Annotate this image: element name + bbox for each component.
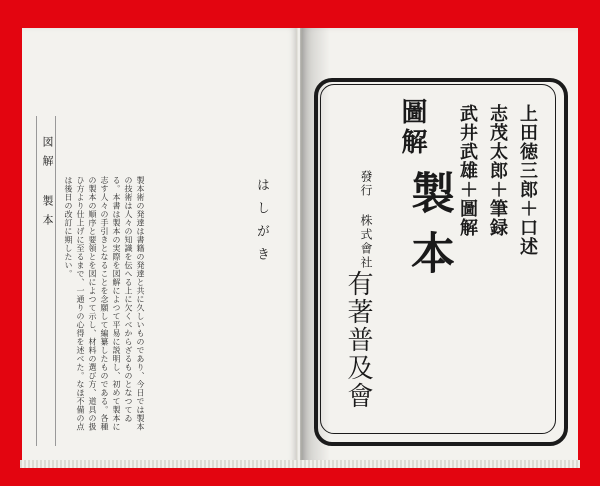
author-credits (454, 104, 540, 256)
preface-body (62, 176, 242, 436)
margin-label: 図解 製本 (41, 136, 54, 233)
author-credit: 志茂太郎＋筆録 (487, 104, 508, 237)
margin-column (36, 116, 56, 446)
title-prefix: 圖解 (397, 98, 427, 158)
author-credit: 武井武雄＋圖解 (457, 104, 478, 237)
book-title: 製本 (403, 170, 454, 290)
page-edges (20, 460, 580, 468)
preface-title: はしがき (254, 178, 269, 270)
publisher-name: 有著普及會 (343, 270, 373, 410)
publisher-label: 發行 株式會社 (359, 170, 373, 270)
preface-text: 製本術の発達は書籍の発達と共に久しいものであり、今日では製本の技術は人々の知識を伝へる上に欠くべからざるものとなつてゐる。本書は製本の実際を図解によつて平易に説明し、初めて製本に志す人々の手引きとなることを念願して編纂したものである。各種の製本の順序と要領とを図によつて示し、材料の選び方、道具の扱ひ方より仕上げに至るまで、一通りの心得を述べた。なほ不備の点は後日の改訂に期したい。 (64, 176, 145, 431)
author-credit: 上田徳三郎＋口述 (517, 104, 538, 256)
